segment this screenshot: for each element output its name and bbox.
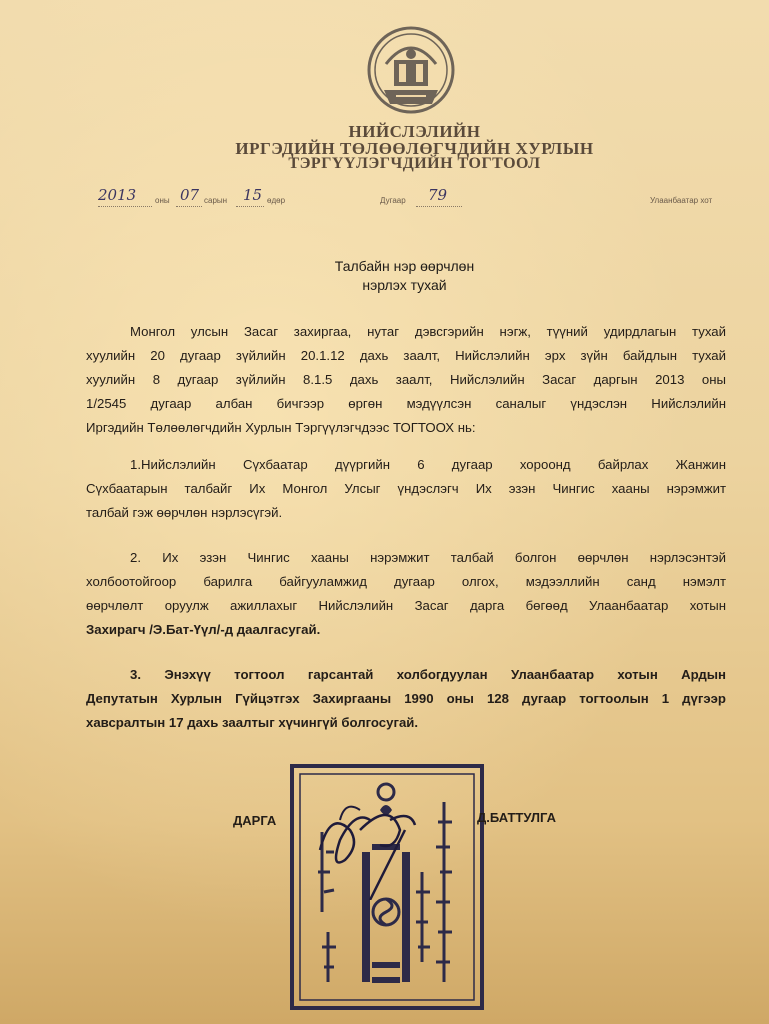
number-underline	[416, 206, 462, 207]
item2-line: өөрчлөлт оруулж ажиллахыг Нийслэлийн Засаг дарга бөгөөд Улаанбаатар хотын	[86, 598, 726, 613]
item2-line: Захирагч /Э.Бат-Үүл/-д даалгасугай.	[86, 622, 321, 637]
intro-line: Монгол улсын Засаг захиргаа, нутаг дэвсгэрийн нэгж, түүний удирдлагын тухай	[130, 324, 726, 339]
item3-line: Депутатын Хурлын Гүйцэтгэх Захиргааны 1990 оны 128 дугаар тогтоолын 1 дүгээр	[86, 691, 726, 706]
handwritten-month: 07	[180, 186, 200, 204]
item3-line: 3. Энэхүү тогтоол гарсантай холбогдуулан Улаанбаатар хотын Ардын	[130, 667, 726, 682]
number-label: Дугаар	[380, 196, 406, 205]
item1-line: талбай гэж өөрчлөн нэрлэсүгэй.	[86, 505, 283, 520]
document-title-line-1: Талбайн нэр өөрчлөн	[334, 258, 475, 274]
handwritten-signature	[300, 790, 480, 900]
intro-line: хуулийн 20 дугаар зүйлийн 20.1.12 дахь заалт, Нийслэлийн эрх зүйн байдлын тухай	[86, 348, 726, 363]
handwritten-number: 79	[428, 186, 448, 204]
month-label: сарын	[204, 196, 228, 205]
intro-line: хуулийн 8 дугаар зүйлийн 8.1.5 дахь заалт, Нийслэлийн Засаг даргын 2013 оны	[86, 372, 726, 387]
intro-line: 1/2545 дугаар албан бичгээр өргөн мэдүүлсэн саналыг үндэслэн Нийслэлийн	[86, 396, 726, 411]
handwritten-year: 2013	[98, 186, 137, 204]
month-underline	[176, 206, 202, 207]
header-line-2: ИРГЭДИЙН ТӨЛӨӨЛӨГЧДИЙН ХУРЛЫН	[235, 139, 594, 158]
decision-item-1	[86, 453, 726, 525]
header-line-1: НИЙСЛЭЛИЙН	[348, 122, 481, 141]
year-label: оны	[155, 196, 170, 205]
header-line-3: ТЭРГҮҮЛЭГЧДИЙН ТОГТООЛ	[288, 155, 541, 172]
signatory-name: Д.БАТТУЛГА	[477, 810, 556, 825]
item2-line: холбоотойгоор барилга байгууламжид дугаар олгох, мэдээллийн санд нэмэлт	[86, 574, 726, 589]
day-underline	[236, 206, 264, 207]
date-number-line	[98, 188, 758, 214]
state-emblem-icon	[366, 24, 456, 116]
item1-line: Сүхбаатарын талбайг Их Монгол Улсыг үндэслэгч Их эзэн Чингис хааны нэрэмжит	[86, 481, 726, 496]
document-title-line-2: нэрлэх тухай	[362, 277, 447, 293]
intro-paragraph	[86, 320, 726, 440]
decision-item-3	[86, 663, 726, 735]
intro-line: Иргэдийн Төлөөлөгчдийн Хурлын Тэргүүлэгчдээс ТОГТООХ нь:	[86, 420, 476, 435]
year-underline	[98, 206, 152, 207]
day-label: өдөр	[267, 196, 286, 205]
item2-line: 2. Их эзэн Чингис хааны нэрэмжит талбай болгон өөрчлөн нэрлэсэнтэй	[130, 550, 726, 565]
city-label: Улаанбаатар хот	[650, 196, 713, 205]
handwritten-day: 15	[243, 186, 263, 204]
item3-line: хавсралтын 17 дахь заалтыг хүчингүй болгосугай.	[86, 715, 419, 730]
item1-line: 1.Нийслэлийн Сүхбаатар дүүргийн 6 дугаар хороонд байрлах Жанжин	[130, 457, 726, 472]
signature-title: ДАРГА	[233, 813, 277, 828]
decision-item-2	[86, 546, 726, 642]
